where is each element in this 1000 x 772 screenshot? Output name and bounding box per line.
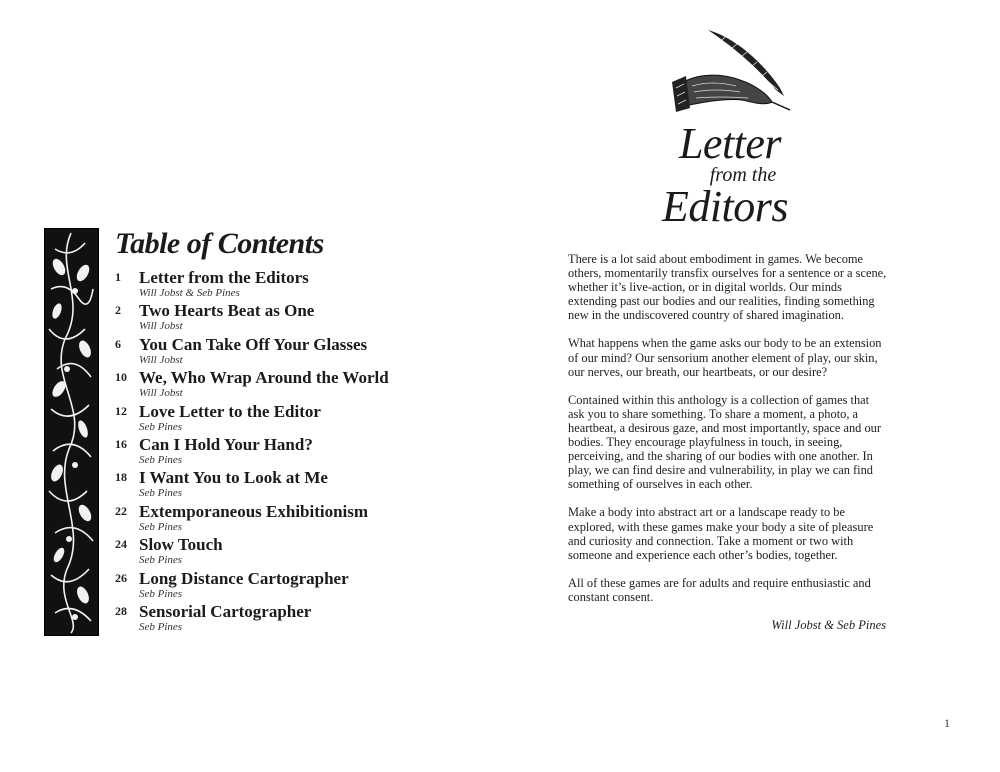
toc-page-number: 26 — [115, 570, 127, 585]
toc-entry-author: Seb Pines — [139, 620, 183, 633]
toc-entry[interactable] — [115, 402, 435, 435]
toc-entry[interactable] — [115, 335, 435, 368]
toc-page-number: 2 — [115, 303, 121, 318]
toc-list — [115, 268, 435, 635]
letter-paragraph: There is a lot said about embodiment in games. We become others, momentarily transfix ourselves for a sentence or a scene, whether it’s live-action, or in digital worlds. Our minds extending past our bodies and our realities, finding something new in the undiscovered country of shared imagination. — [568, 252, 887, 323]
toc-entry-author: Seb Pines — [139, 554, 183, 567]
toc-entry-author: Will Jobst & Seb Pines — [139, 287, 240, 299]
toc-entry-title[interactable]: You Can Take Off Your Glasses — [139, 334, 368, 354]
toc-entry[interactable] — [115, 569, 435, 602]
toc-page-number: 28 — [115, 603, 127, 618]
toc-entry[interactable] — [115, 502, 435, 535]
toc-entry-title[interactable]: Extemporaneous Exhibitionism — [139, 501, 369, 521]
toc-entry[interactable] — [115, 468, 435, 501]
toc-page-number: 18 — [115, 470, 127, 485]
letter-heading-line2: from the — [709, 164, 777, 186]
toc-entry-author: Will Jobst — [139, 353, 183, 366]
letter-heading-line1: Letter — [678, 119, 782, 168]
toc-entry-title[interactable]: Love Letter to the Editor — [139, 401, 321, 421]
toc-entry-title[interactable]: I Want You to Look at Me — [139, 468, 328, 488]
toc-entry-author: Seb Pines — [139, 420, 183, 433]
toc-page-number: 10 — [115, 370, 127, 385]
toc-entry[interactable] — [115, 301, 435, 334]
toc-title: Table of Contents — [115, 227, 324, 260]
toc-page-number: 1 — [115, 270, 121, 284]
toc-entry[interactable] — [115, 602, 435, 635]
toc-page-number: 24 — [115, 537, 127, 552]
toc-entry-author: Will Jobst — [139, 320, 183, 333]
letter-paragraph: Contained within this anthology is a collection of games that ask you to share something. To share a moment, a photo, a heartbeat, a desirous gaze, and most importantly, space and our bodies. They encourage playfulness in touch, in seeing, perceiving, and the sharing of our bodies with one another. In play, we can find desire and vulnerability, in play we can find something of ourselves in each other. — [568, 392, 881, 492]
toc-entry-title[interactable]: Can I Hold Your Hand? — [139, 434, 313, 454]
page-number: 1 — [944, 716, 950, 730]
toc-entry-author: Seb Pines — [139, 520, 183, 533]
letter-body — [568, 252, 888, 618]
toc-entry-author: Seb Pines — [139, 453, 183, 466]
toc-entry[interactable] — [115, 435, 435, 468]
toc-entry-title[interactable]: Slow Touch — [139, 535, 223, 555]
toc-entry-author: Seb Pines — [139, 587, 183, 600]
toc-page-number: 22 — [115, 503, 127, 518]
toc-entry[interactable] — [115, 368, 435, 401]
toc-entry-title[interactable]: Letter from the Editors — [139, 268, 309, 287]
toc-page-number: 6 — [115, 336, 121, 351]
toc-entry-author: Will Jobst — [139, 387, 183, 400]
letter-signature: Will Jobst & Seb Pines — [771, 618, 886, 632]
toc-entry[interactable] — [115, 535, 435, 568]
letter-paragraph: Make a body into abstract art or a landscape ready to be explored, with these games make your body a site of pleasure and curiosity and connection. Take a moment or two with someone and experience each other’s bodies, together. — [568, 505, 874, 562]
toc-page-number: 16 — [115, 436, 127, 451]
toc-entry-title[interactable]: Two Hearts Beat as One — [139, 301, 315, 321]
toc-entry[interactable] — [115, 268, 435, 301]
floral-border-icon — [44, 228, 99, 636]
letter-heading — [640, 119, 820, 231]
toc-entry-title[interactable]: We, Who Wrap Around the World — [139, 368, 389, 388]
toc-entry-title[interactable]: Long Distance Cartographer — [139, 568, 349, 588]
letter-paragraph: What happens when the game asks our body to be an extension of our mind? Our sensorium another element of play, our skin, our nerves, our breath, our heartbeats, or our desire? — [568, 336, 882, 379]
letter-paragraph: All of these games are for adults and require enthusiastic and constant consent. — [568, 575, 871, 604]
table-of-contents — [115, 226, 435, 635]
toc-page-number: 12 — [115, 403, 127, 418]
letter-heading-line3: Editors — [661, 182, 789, 231]
quill-hand-icon — [668, 26, 808, 116]
toc-entry-author: Seb Pines — [139, 487, 183, 500]
toc-entry-title[interactable]: Sensorial Cartographer — [139, 601, 312, 621]
